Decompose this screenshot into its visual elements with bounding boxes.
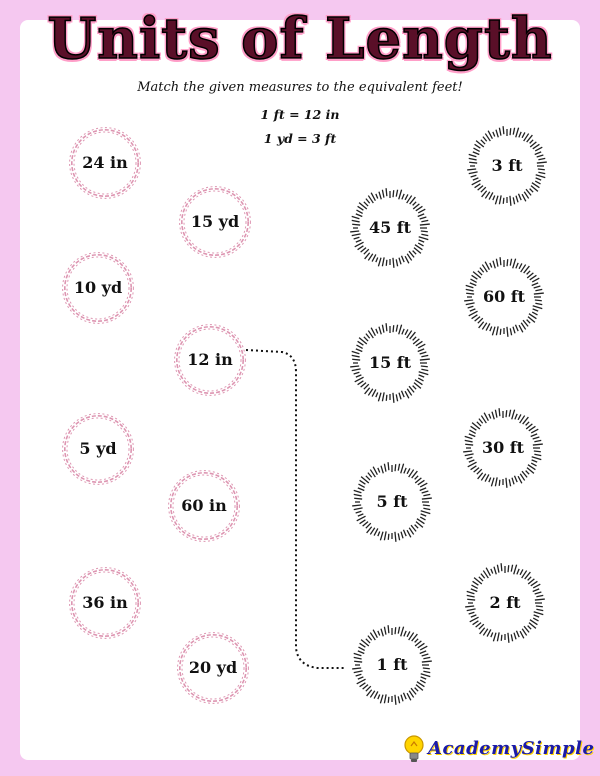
left-item-10-yd[interactable]: 10 yd <box>73 278 123 297</box>
lightbulb-icon <box>402 734 426 764</box>
page-title: Units of Length <box>47 6 553 72</box>
right-item-30-ft[interactable]: 30 ft <box>481 438 525 457</box>
brand-name: AcademySimple <box>428 738 595 759</box>
right-item-45-ft[interactable]: 45 ft <box>368 218 412 237</box>
left-item-20-yd[interactable]: 20 yd <box>188 658 238 677</box>
left-item-15-yd[interactable]: 15 yd <box>190 212 240 231</box>
instructions: Match the given measures to the equivalent feet! <box>137 80 463 95</box>
example-connector-line <box>246 350 346 668</box>
left-item-36-in[interactable]: 36 in <box>82 593 128 612</box>
brand-logo <box>400 732 595 768</box>
right-item-2-ft[interactable]: 2 ft <box>489 593 521 612</box>
left-item-5-yd[interactable]: 5 yd <box>79 439 117 458</box>
right-item-60-ft[interactable]: 60 ft <box>482 287 526 306</box>
formula-feet-inches: 1 ft = 12 in <box>260 107 340 122</box>
left-item-24-in[interactable]: 24 in <box>82 153 128 172</box>
formula-yards-feet: 1 yd = 3 ft <box>263 131 337 146</box>
left-item-60-in[interactable]: 60 in <box>181 496 227 515</box>
left-item-12-in[interactable]: 12 in <box>187 350 233 369</box>
right-item-15-ft[interactable]: 15 ft <box>368 353 412 372</box>
right-item-5-ft[interactable]: 5 ft <box>376 492 408 511</box>
right-item-3-ft[interactable]: 3 ft <box>491 156 523 175</box>
right-item-1-ft[interactable]: 1 ft <box>376 655 408 674</box>
